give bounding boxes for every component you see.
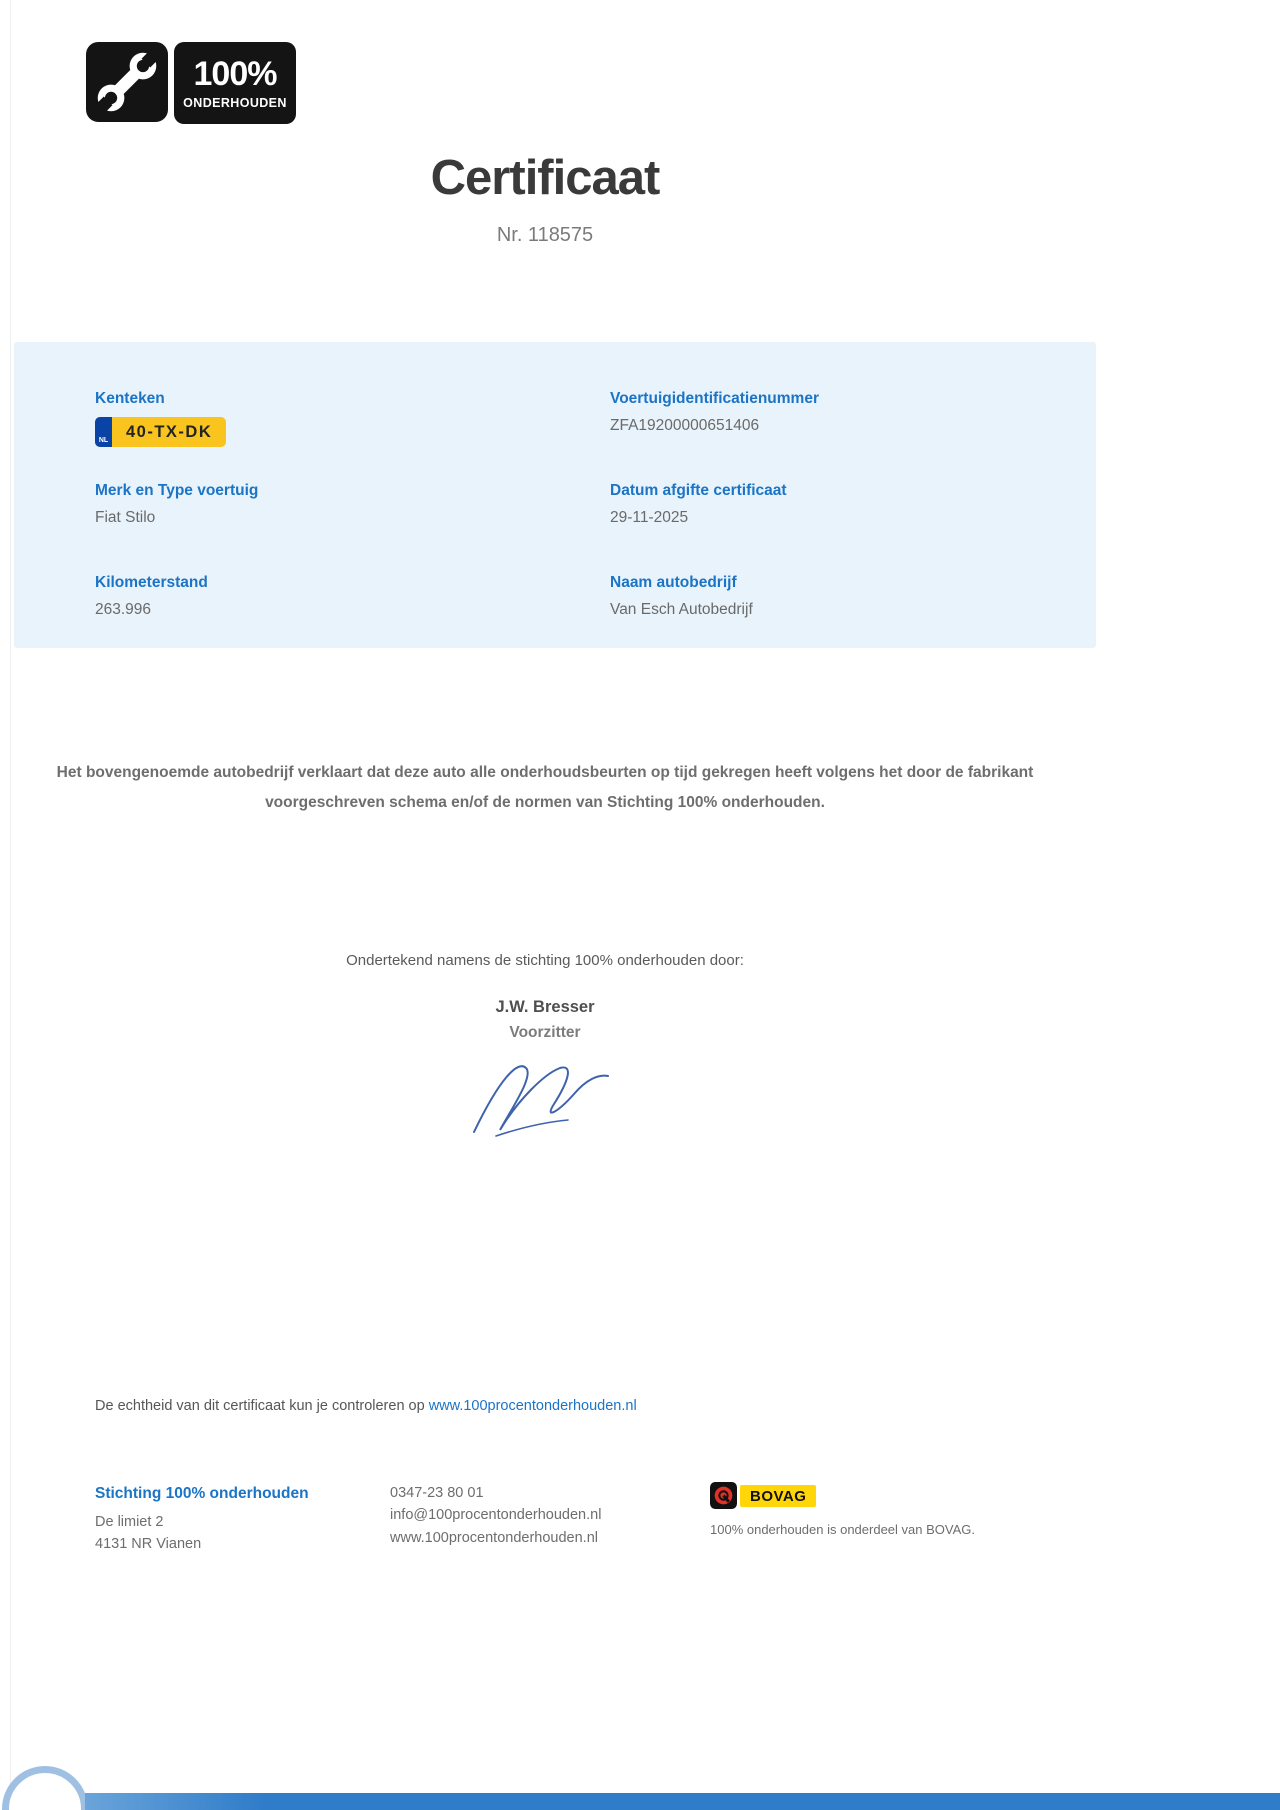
field-merk (95, 482, 258, 574)
kenteken-label: Kenteken (95, 390, 165, 407)
kilometerstand-value: 263.996 (95, 601, 152, 618)
verify-text: De echtheid van dit certificaat kun je controleren op (95, 1398, 425, 1414)
wrench-icon (85, 42, 169, 124)
autobedrijf-label: Naam autobedrijf (610, 574, 737, 591)
merk-label: Merk en Type voertuig (95, 482, 259, 499)
bovag-wordmark: BOVAG (740, 1485, 816, 1507)
field-datum (610, 482, 819, 574)
footer-address-line2: 4131 NR Vianen (95, 1536, 202, 1553)
field-kenteken (95, 390, 258, 482)
footer-contact (390, 1482, 601, 1549)
signature-scribble (460, 1050, 630, 1145)
merk-value: Fiat Stilo (95, 509, 156, 526)
signature-intro: Ondertekend namens de stichting 100% onderhouden door: (346, 952, 744, 969)
footer-organisation (95, 1482, 309, 1556)
footer-org-name: Stichting 100% onderhouden (95, 1485, 309, 1502)
page-title: Certificaat (430, 151, 660, 205)
bottom-accent-bar (85, 1793, 1280, 1810)
logo (85, 42, 296, 124)
field-autobedrijf (610, 574, 819, 666)
vehicle-details-panel (14, 342, 1096, 648)
signatory-role: Voorzitter (509, 1024, 581, 1041)
footer-bovag (710, 1482, 975, 1540)
logo-name-text: ONDERHOUDEN (183, 95, 287, 110)
vin-value: ZFA19200000651406 (610, 417, 760, 434)
footer-website: www.100procentonderhouden.nl (390, 1529, 598, 1546)
bovag-emblem-icon (710, 1482, 737, 1509)
datum-value: 29-11-2025 (610, 509, 689, 526)
field-kilometerstand (95, 574, 258, 666)
field-vin (610, 390, 819, 482)
datum-label: Datum afgifte certificaat (610, 482, 787, 499)
logo-wordmark (174, 42, 296, 124)
footer-address-line1: De limiet 2 (95, 1514, 164, 1531)
declaration-text: Het bovengenoemde autobedrijf verklaart dat deze auto alle onderhoudsbeurten op tijd gekregen heeft volgens het door de fabrikant voorgeschreven schema en/of de normen van Stichting 100% onderhouden. (56, 764, 1034, 812)
autobedrijf-value: Van Esch Autobedrijf (610, 601, 753, 618)
kilometerstand-label: Kilometerstand (95, 574, 208, 591)
details-left-column (95, 390, 258, 666)
bovag-tagline: 100% onderhouden is onderdeel van BOVAG. (710, 1522, 975, 1537)
plate-country-strip: NL (95, 417, 112, 447)
license-plate (95, 417, 226, 447)
plate-number: 40-TX-DK (126, 422, 213, 441)
footer-email: info@100procentonderhouden.nl (390, 1507, 602, 1524)
page-edge-line (10, 0, 11, 1810)
bovag-logo (710, 1482, 975, 1509)
verify-link[interactable]: www.100procentonderhouden.nl (428, 1398, 637, 1414)
verify-line (95, 1398, 637, 1414)
vin-label: Voertuigidentificatienummer (610, 390, 819, 407)
logo-percent-text: 100% (193, 54, 277, 93)
signatory-name: J.W. Bresser (495, 998, 595, 1016)
footer-phone: 0347-23 80 01 (390, 1485, 484, 1501)
certificate-number: Nr. 118575 (496, 224, 594, 246)
corner-ring-decoration (2, 1766, 88, 1810)
details-right-column (610, 390, 819, 666)
